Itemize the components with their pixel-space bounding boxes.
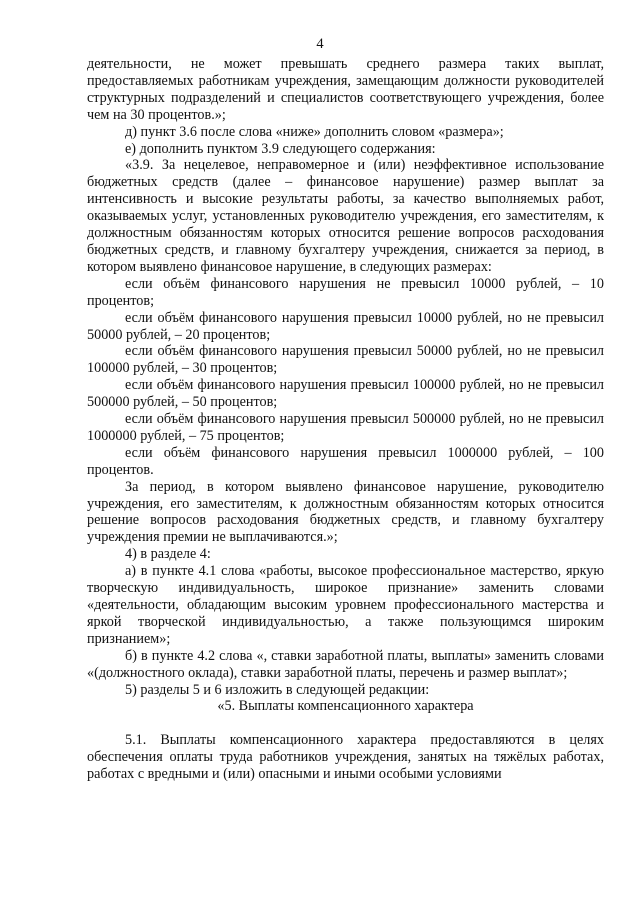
section-heading: «5. Выплаты компенсационного характера [217, 698, 474, 715]
paragraph-bonus-not-paid: За период, в котором выявлено финансовое нарушение, руководителю учреждения, его заместителям, к должностным обязанностям которых относится решение вопросов расходования бюджетных средств, и главному бухгалтеру учреждения премии не выплачиваются.»; [87, 478, 604, 546]
paragraph-clause-3-9: «3.9. За нецелевое, неправомерное и (или) неэффективное использование бюджетных средств (далее – финансовое нарушение) размер выплат за интенсивность и высокие результаты работы, за качество выполняемых работ, оказываемых услуг, установленных руководителю учреждения, его заместителям, к должностным обязанностям которых относится решение вопросов расходования бюджетных средств, и главному бухгалтеру учреждения, снижается за период, в котором выявлено финансовое нарушение, в следующих размерах: [87, 157, 604, 275]
paragraph-threshold-10000: если объём финансового нарушения не превысил 10000 рублей, – 10 процентов; [87, 275, 604, 309]
paragraph-item-b: б) в пункте 4.2 слова «, ставки заработной платы, выплаты» заменить словами «(должностного оклада), ставки заработной платы, перечень и размер выплат»; [87, 647, 604, 681]
blank-line [87, 715, 604, 732]
paragraph-threshold-over-1000000: если объём финансового нарушения превысил 1000000 рублей, – 100 процентов. [87, 444, 604, 478]
paragraph-item-a: а) в пункте 4.1 слова «работы, высокое профессиональное мастерство, яркую творческую индивидуальность, широкое признание» заменить словами «деятельности, обладающим высоким уровнем профессионального мастерства и яркой творческой индивидуальностью, а также пользующимся широким признанием»; [87, 563, 604, 647]
paragraph-threshold-500000: если объём финансового нарушения превысил 100000 рублей, но не превысил 500000 рублей, – 50 процентов; [87, 377, 604, 411]
paragraph-threshold-50000: если объём финансового нарушения превысил 10000 рублей, но не превысил 50000 рублей, – 20 процентов; [87, 309, 604, 343]
paragraph-continuation: деятельности, не может превышать среднего размера таких выплат, предоставляемых работникам учреждения, замещающим должности руководителей структурных подразделений и специалистов соответствующего учреждения, более чем на 30 процентов.»; [87, 56, 604, 123]
paragraph-item-e: е) дополнить пунктом 3.9 следующего содержания: [125, 140, 436, 157]
paragraph-item-5: 5) разделы 5 и 6 изложить в следующей редакции: [125, 681, 430, 698]
paragraph-clause-5-1: 5.1. Выплаты компенсационного характера предоставляются в целях обеспечения оплаты труда работников учреждения, занятых на тяжёлых работах, работах с вредными и (или) опасными и иными особыми условиями [87, 732, 604, 783]
page-number: 4 [316, 36, 324, 52]
paragraph-item-d: д) пункт 3.6 после слова «ниже» дополнить словом «размера»; [125, 123, 504, 140]
paragraph-threshold-1000000: если объём финансового нарушения превысил 500000 рублей, но не превысил 1000000 рублей, – 75 процентов; [87, 411, 604, 444]
document-body [87, 56, 604, 783]
paragraph-threshold-100000: если объём финансового нарушения превысил 50000 рублей, но не превысил 100000 рублей, – 30 процентов; [87, 343, 604, 377]
paragraph-section-4: 4) в разделе 4: [125, 546, 211, 563]
